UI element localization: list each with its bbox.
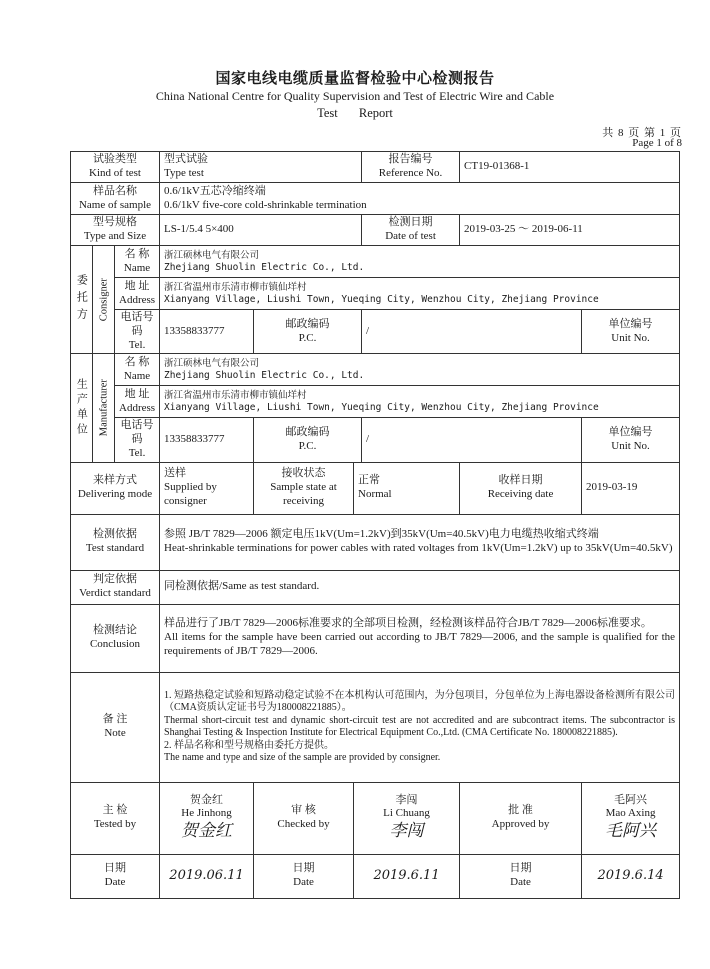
approved-by-signature: 毛阿兴 Mao Axing 毛阿兴 (582, 782, 680, 854)
manufacturer-pc-value: / (362, 418, 582, 462)
date-row (71, 854, 680, 898)
date-of-test-label: 检测日期 Date of test (362, 215, 460, 246)
consigner-pc-value: / (362, 310, 582, 354)
manufacturer-tel-row (71, 418, 680, 462)
kind-value: 型式试验 Type test (160, 152, 362, 183)
consigner-name-value: 浙江硕林电气有限公司 Zhejiang Shuolin Electric Co., Ltd. (160, 246, 680, 278)
sample-value: 0.6/1kV五芯冷缩终端 0.6/1kV five-core cold-shrinkable termination (160, 183, 680, 215)
consigner-group-cn: 委托方 (71, 246, 93, 354)
page-info-en: Page 1 of 8 (632, 137, 682, 149)
conclusion-label: 检测结论 Conclusion (71, 604, 160, 672)
tested-date-value: 2019.06.11 (160, 854, 254, 898)
note-row (71, 672, 680, 782)
manufacturer-group-en: Manufacturer (93, 354, 115, 462)
consigner-tel-row (71, 310, 680, 354)
delivery-label: 来样方式 Delivering mode (71, 462, 160, 514)
row-sample-name (71, 183, 680, 215)
consigner-name-label: 名 称 Name (115, 246, 160, 278)
note-label: 备 注 Note (71, 672, 160, 782)
manufacturer-address-value: 浙江省温州市乐清市柳市镇仙垟村 Xianyang Village, Liushi Town, Yueqing City, Wenzhou City, Zhejiang Province (160, 386, 680, 418)
conclusion-value: 样品进行了JB/T 7829—2006标准要求的全部项目检测，经检测该样品符合JB/T 7829—2006标准要求。 All items for the sample have been carried out according to JB/T 7829—2006, and the sample is qualified for the requirements of JB/T 7829—2006. (160, 604, 680, 672)
checked-by-label: 审 核 Checked by (254, 782, 354, 854)
verdict-label: 判定依据 Verdict standard (71, 570, 160, 604)
receiving-date-value: 2019-03-19 (582, 462, 680, 514)
report-subtitle: Test Report (317, 106, 393, 120)
approved-by-label: 批 准 Approved by (460, 782, 582, 854)
sample-state-label: 接收状态 Sample state at receiving (254, 462, 354, 514)
tested-date-label: 日期 Date (71, 854, 160, 898)
delivery-row (71, 462, 680, 514)
verdict-value: 同检测依据/Same as test standard. (160, 570, 680, 604)
sample-label: 样品名称 Name of sample (71, 183, 160, 215)
test-standard-label: 检测依据 Test standard (71, 514, 160, 570)
manufacturer-tel-value: 13358833777 (160, 418, 254, 462)
report-title-cn: 国家电线电缆质量监督检验中心检测报告 (215, 69, 495, 87)
row-kind-of-test (71, 152, 680, 183)
consigner-address-label: 地 址 Address (115, 278, 160, 310)
checked-by-signature: 李闯 Li Chuang 李闯 (354, 782, 460, 854)
approved-date-value: 2019.6.14 (582, 854, 680, 898)
consigner-unit-label: 单位编号 Unit No. (582, 310, 680, 354)
signature-row (71, 782, 680, 854)
kind-label: 试验类型 Kind of test (71, 152, 160, 183)
test-standard-value: 参照 JB/T 7829—2006 额定电压1kV(Um=1.2kV)到35kV(Um=40.5kV)电力电缆热收缩式终端 Heat-shrinkable terminations for power cables with rated voltages from 1kV(Um=1.2kV) up to 35kV(Um=40.5kV) (160, 514, 680, 570)
manufacturer-name-label: 名 称 Name (115, 354, 160, 386)
type-size-value: LS-1/5.4 5×400 (160, 215, 362, 246)
sample-state-value: 正常 Normal (354, 462, 460, 514)
manufacturer-pc-label: 邮政编码 P.C. (254, 418, 362, 462)
reference-label: 报告编号 Reference No. (362, 152, 460, 183)
note-value: 1. 短路热稳定试验和短路动稳定试验不在本机构认可范围内，为分包项目，分包单位为上海电器设备检测所有限公司（CMA资质认定证书号为180008221885）。 Thermal short-circuit test and dynamic short-circuit test are not accredited and are subcontract items. The subcontractor is Shanghai Testing & Inspection Institute for Electrical Equipment Co.,Ltd. (CMA Certificate No. 180008221885). 2. 样品名称和型号规格由委托方提供。 The name and type and size of the sample are provided by consigner. (160, 672, 680, 782)
reference-value: CT19-01368-1 (460, 152, 680, 183)
consigner-name-row (71, 246, 680, 278)
consigner-tel-value: 13358833777 (160, 310, 254, 354)
receiving-date-label: 收样日期 Receiving date (460, 462, 582, 514)
approved-date-label: 日期 Date (460, 854, 582, 898)
test-standard-row (71, 514, 680, 570)
manufacturer-group-cn: 生产单位 (71, 354, 93, 462)
delivery-value: 送样 Supplied by consigner (160, 462, 254, 514)
consigner-address-value: 浙江省温州市乐清市柳市镇仙垟村 Xianyang Village, Liushi Town, Yueqing City, Wenzhou City, Zhejiang Province (160, 278, 680, 310)
report-table (70, 151, 680, 899)
manufacturer-name-row (71, 354, 680, 386)
date-of-test-value: 2019-03-25 ～ 2019-06-11 (460, 215, 680, 246)
consigner-group-en: Consigner (93, 246, 115, 354)
checked-date-value: 2019.6.11 (354, 854, 460, 898)
row-type-size (71, 215, 680, 246)
manufacturer-unit-label: 单位编号 Unit No. (582, 418, 680, 462)
verdict-row (71, 570, 680, 604)
page-info-cn: 共 8 页 第 1 页 (602, 127, 682, 139)
manufacturer-tel-label: 电话号码 Tel. (115, 418, 160, 462)
manufacturer-address-label: 地 址 Address (115, 386, 160, 418)
manufacturer-name-value: 浙江硕林电气有限公司 Zhejiang Shuolin Electric Co., Ltd. (160, 354, 680, 386)
checked-date-label: 日期 Date (254, 854, 354, 898)
consigner-pc-label: 邮政编码 P.C. (254, 310, 362, 354)
conclusion-row (71, 604, 680, 672)
tested-by-signature: 贺金红 He Jinhong 贺金红 (160, 782, 254, 854)
report-title-en: China National Centre for Quality Supervision and Test of Electric Wire and Cable (155, 89, 555, 103)
manufacturer-address-row (71, 386, 680, 418)
consigner-address-row (71, 278, 680, 310)
type-size-label: 型号规格 Type and Size (71, 215, 160, 246)
consigner-tel-label: 电话号码 Tel. (115, 310, 160, 354)
tested-by-label: 主 检 Tested by (71, 782, 160, 854)
